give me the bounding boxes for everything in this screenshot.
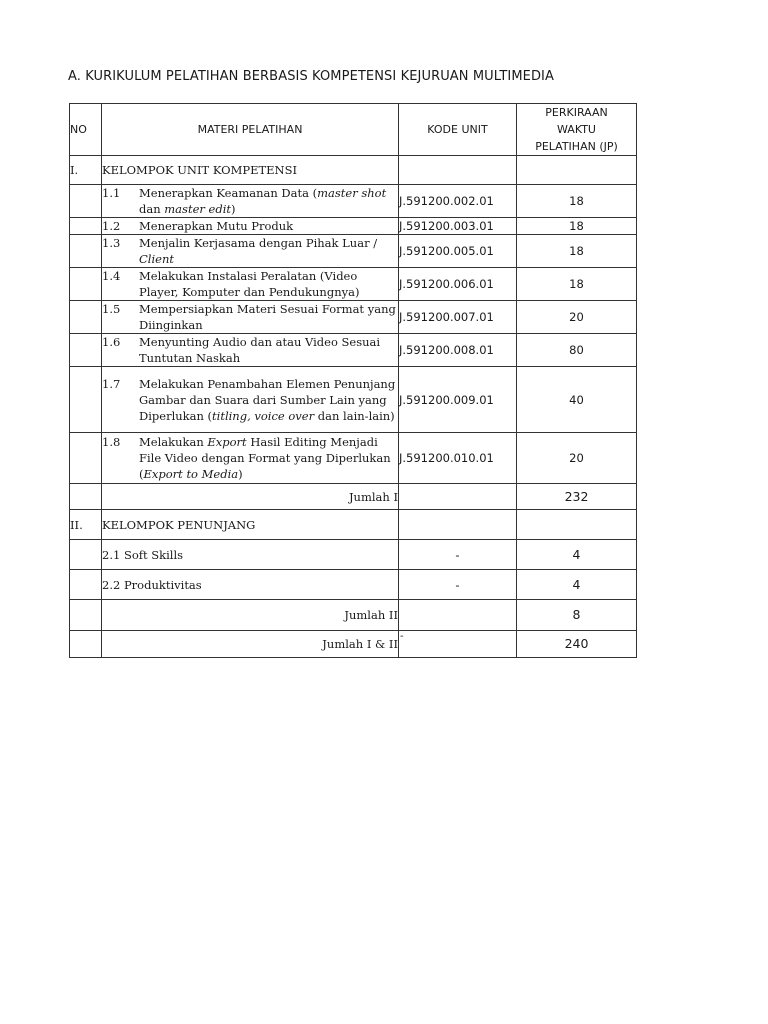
header-jp-line1: PERKIRAAN: [545, 106, 608, 119]
table-row: [70, 185, 637, 218]
kode-unit: J.591200.002.01: [399, 185, 517, 218]
item-text: Mempersiapkan Materi Sesuai Format yang Diinginkan: [139, 302, 396, 332]
item-text: Melakukan Export Hasil Editing Menjadi File Video dengan Format yang Diperlukan (Export to Media): [139, 435, 391, 481]
total-kode: -: [400, 631, 404, 642]
table-row: [70, 218, 637, 235]
item-number: 1.3: [102, 236, 121, 250]
jp-value: 18: [517, 185, 637, 218]
jp-value: 18: [517, 218, 637, 235]
total-label: Jumlah I & II: [102, 631, 399, 658]
item-text: Menerapkan Keamanan Data (master shot dan master edit): [139, 186, 387, 216]
header-no: NO: [70, 104, 102, 156]
kode-unit: J.591200.010.01: [399, 433, 517, 484]
item-text: Menjalin Kerjasama dengan Pihak Luar / Client: [139, 236, 378, 266]
kode-unit: J.591200.008.01: [399, 334, 517, 367]
item-number: 1.2: [102, 219, 121, 233]
item-number: 1.1: [102, 186, 121, 200]
item-text: Melakukan Penambahan Elemen Penunjang Gambar dan Suara dari Sumber Lain yang Diperlukan (titling, voice over dan lain-lain): [139, 376, 396, 423]
jp-value: 18: [517, 235, 637, 268]
table-row: [70, 570, 637, 600]
kode-unit: J.591200.007.01: [399, 301, 517, 334]
item-number: 1.5: [102, 302, 121, 316]
kode-unit: -: [399, 570, 517, 600]
item-number: 1.6: [102, 335, 121, 349]
jp-value: 20: [517, 433, 637, 484]
jp-value: 80: [517, 334, 637, 367]
table-row: [70, 268, 637, 301]
subtotal-row: [70, 484, 637, 510]
kode-unit: J.591200.003.01: [399, 218, 517, 235]
group-label: KELOMPOK UNIT KOMPETENSI: [102, 156, 399, 185]
total-row: [70, 631, 637, 658]
header-jp: [517, 104, 637, 156]
table-row: [70, 301, 637, 334]
kode-unit: -: [399, 540, 517, 570]
document-title: A. KURIKULUM PELATIHAN BERBASIS KOMPETENSI KEJURUAN MULTIMEDIA: [68, 69, 554, 84]
jp-value: 20: [517, 301, 637, 334]
jp-value: 40: [517, 367, 637, 433]
jp-value: 18: [517, 268, 637, 301]
item-text: Menerapkan Mutu Produk: [139, 219, 294, 233]
item-number: 1.8: [102, 435, 121, 449]
group-number: I.: [70, 156, 102, 185]
group-row: [70, 510, 637, 540]
jp-value: 4: [517, 570, 637, 600]
table-header-row: [70, 104, 637, 156]
group-label: KELOMPOK PENUNJANG: [102, 510, 399, 540]
table-row: [70, 367, 637, 433]
table-row: [70, 433, 637, 484]
table-row: [70, 334, 637, 367]
subtotal-row: [70, 600, 637, 631]
table-row: [70, 540, 637, 570]
group-row: [70, 156, 637, 185]
header-jp-line3: PELATIHAN (JP): [535, 140, 618, 153]
jp-value: 4: [517, 540, 637, 570]
kode-unit: J.591200.005.01: [399, 235, 517, 268]
item-text: 2.1 Soft Skills: [102, 540, 399, 570]
item-number: 1.4: [102, 269, 121, 283]
table-row: [70, 235, 637, 268]
kode-unit: J.591200.006.01: [399, 268, 517, 301]
subtotal-label: Jumlah II: [102, 600, 399, 631]
subtotal-value: 232: [517, 484, 637, 510]
subtotal-value: 8: [517, 600, 637, 631]
kode-unit: J.591200.009.01: [399, 367, 517, 433]
header-jp-line2: WAKTU: [557, 123, 596, 136]
curriculum-table: [69, 103, 637, 658]
total-value: 240: [517, 631, 637, 658]
item-text: Melakukan Instalasi Peralatan (Video Player, Komputer dan Pendukungnya): [139, 269, 360, 299]
subtotal-label: Jumlah I: [102, 484, 399, 510]
item-text: Menyunting Audio dan atau Video Sesuai Tuntutan Naskah: [139, 335, 381, 365]
group-number: II.: [70, 510, 102, 540]
header-kode-unit: KODE UNIT: [399, 104, 517, 156]
header-materi: MATERI PELATIHAN: [102, 104, 399, 156]
item-number: 1.7: [102, 376, 121, 391]
item-text: 2.2 Produktivitas: [102, 570, 399, 600]
